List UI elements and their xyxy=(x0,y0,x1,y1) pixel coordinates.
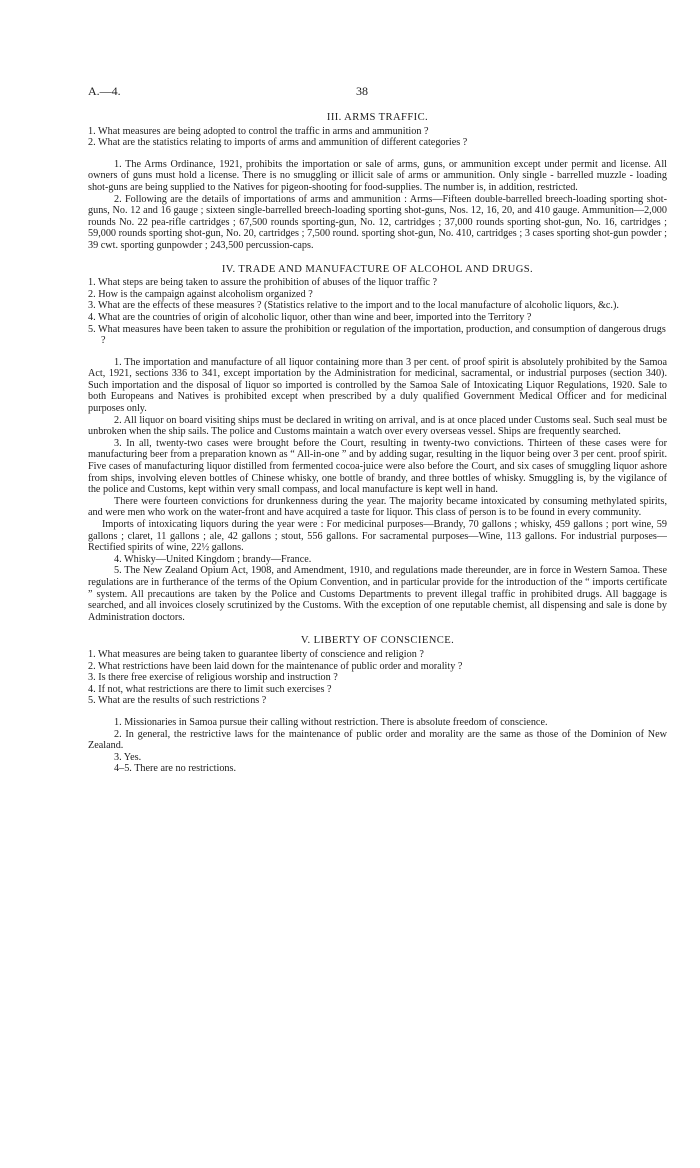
question-item: 2. How is the campaign against alcoholism organized ? xyxy=(88,288,313,300)
question-item: 4. If not, what restrictions are there to limit such exercises ? xyxy=(88,683,332,695)
question-item: 4. What are the countries of origin of alcoholic liquor, other than wine and beer, imported into the Territory ? xyxy=(88,311,532,323)
answer-paragraph: 2. In general, the restrictive laws for the maintenance of public order and morality are the same as those of the Dominion of New Zealand. xyxy=(88,728,667,752)
document-body xyxy=(88,112,667,775)
answer-paragraph: 2. All liquor on board visiting ships must be declared in writing on arrival, and is at once placed under Customs seal. Such seal must be unbroken when the ship sails. The police and Customs maintain a watch over every overseas vessel. Ships are frequently searched. xyxy=(88,414,667,438)
question-item: 2. What restrictions have been laid down for the maintenance of public order and morality ? xyxy=(88,660,463,672)
section-liberty-of-conscience xyxy=(88,635,667,775)
question-item: 2. What are the statistics relating to imports of arms and ammunition of different categories ? xyxy=(88,137,468,149)
page-header xyxy=(88,84,667,98)
question-item: 5. What are the results of such restrictions ? xyxy=(88,695,267,707)
question-item: 3. What are the effects of these measures ? (Statistics relative to the import and to the local manufacture of alcoholic liquors, &c.). xyxy=(88,300,619,312)
answer-paragraph: 5. The New Zealand Opium Act, 1908, and Amendment, 1910, and regulations made thereunder, are in force in Western Samoa. These regulations are in furtherance of the terms of the Opium Convention, and in particular provide for the introduction of the “ imports certificate ” system. All precautions are taken by the Police and Customs Departments to prevent illegal traffic in prohibited drugs. All baggage is searched, and all invoices closely scrutinized by the Customs. With the exception of one reputable chemist, all dispensing and sale is done by Administration doctors. xyxy=(88,565,667,623)
answer-block xyxy=(88,159,667,252)
answer-block xyxy=(88,357,667,624)
answer-paragraph: Imports of intoxicating liquors during the year were : For medicinal purposes—Brandy, 70 gallons ; whisky, 459 gallons ; port wine, 59 gallons ; claret, 11 gallons ; ale, 42 gallons ; stout, 556 gallons. For sacramental purposes—Wine, 113 gallons. For industrial purposes—Rectified spirits of wine, 22½ gallons. xyxy=(88,519,667,554)
answer-block xyxy=(88,717,667,775)
section-title: V. LIBERTY OF CONSCIENCE. xyxy=(300,635,455,647)
answer-paragraph: 3. In all, twenty-two cases were brought before the Court, resulting in twenty-two convictions. Thirteen of these cases were for manufacturing beer from a preparation known as “ All-in-one ” and by adding sugar, resulting in the liquor being over 3 per cent. proof spirit. Five cases of manufacturing liquor distilled from fermented cocoa-juice were also before the Court, and six cases of smuggling liquor ashore from ships, involving eleven bottles of Chinese whisky, one bottle of brandy, and three bottles of whisky. Smuggling is, by the vigilance of the police and Customs, kept within very small compass, and local manufacture is kept well in hand. xyxy=(88,437,667,496)
page-number: 38 xyxy=(356,84,368,98)
answer-paragraph: 3. Yes. xyxy=(114,751,142,763)
section-arms-traffic xyxy=(88,112,667,252)
question-item: 1. What measures are being adopted to control the traffic in arms and ammunition ? xyxy=(88,125,429,137)
question-item: 5. What measures have been taken to assure the prohibition or regulation of the importation, production, and consumption of dangerous drugs ? xyxy=(88,323,666,347)
answer-paragraph: 1. Missionaries in Samoa pursue their calling without restriction. There is absolute freedom of conscience. xyxy=(114,716,548,728)
answer-paragraph: 4–5. There are no restrictions. xyxy=(114,763,237,775)
section-alcohol-drugs xyxy=(88,264,667,624)
document-reference: A.—4. xyxy=(88,84,121,98)
section-title: IV. TRADE AND MANUFACTURE OF ALCOHOL AND DRUGS. xyxy=(221,263,534,275)
section-title: III. ARMS TRAFFIC. xyxy=(326,112,429,123)
question-list xyxy=(88,277,667,347)
question-list xyxy=(88,649,667,707)
question-item: 3. Is there free exercise of religious worship and instruction ? xyxy=(88,672,338,684)
answer-paragraph: 4. Whisky—United Kingdom ; brandy—France. xyxy=(114,553,312,565)
answer-paragraph: 1. The importation and manufacture of all liquor containing more than 3 per cent. of proof spirit is absolutely prohibited by the Samoa Act, 1921, sections 336 to 341, except importation by the Administration for medicinal, sacramental, or industrial purposes (section 340). Such importation and the disposal of liquor so imported is controlled by the Samoa Sale of Intoxicating Liquor Regulations, 1920. Sale to both Europeans and Natives is prohibited except when prescribed by a duly qualified Government Medical Officer and for medicinal purposes only. xyxy=(88,356,667,415)
question-item: 1. What measures are being taken to guarantee liberty of conscience and religion ? xyxy=(88,648,424,660)
question-item: 1. What steps are being taken to assure the prohibition of abuses of the liquor traffic ? xyxy=(88,277,438,289)
answer-paragraph: 1. The Arms Ordinance, 1921, prohibits the importation or sale of arms, guns, or ammunition except under permit and license. All owners of guns must hold a license. There is no smuggling or illicit sale of arms or ammunition. Only single - barrelled muzzle - loading shot-guns are being supplied to the Natives for pigeon-shooting for food-supplies. The number is, in addition, restricted. xyxy=(88,158,667,193)
question-list xyxy=(88,126,667,149)
answer-paragraph: There were fourteen convictions for drunkenness during the year. The majority became intoxicated by consuming methylated spirits, and were men who work on the water-front and have acquired a taste for liquor. This class of person is to be found in every community. xyxy=(88,495,667,519)
answer-paragraph: 2. Following are the details of importations of arms and ammunition : Arms—Fifteen double-barrelled breech-loading sporting shot-guns, No. 12 and 16 gauge ; sixteen single-barrelled breech-loading sporting shot-guns, Nos. 12, 16, 20, and 410 gauge. Ammunition—2,000 rounds No. 22 pea-rifle cartridges ; 67,500 rounds sporting-gun, No. 12, cartridges ; 37,000 rounds sporting shot-gun, No. 16, cartridges ; 59,000 rounds sporting shot-gun, No. 20, cartridges ; 7,500 round. sporting shot-gun, No. 410, cartridges ; 3 cases sporting shot-gun powder ; 39 cwt. sporting gunpowder ; 243,500 percussion-caps. xyxy=(88,193,667,251)
